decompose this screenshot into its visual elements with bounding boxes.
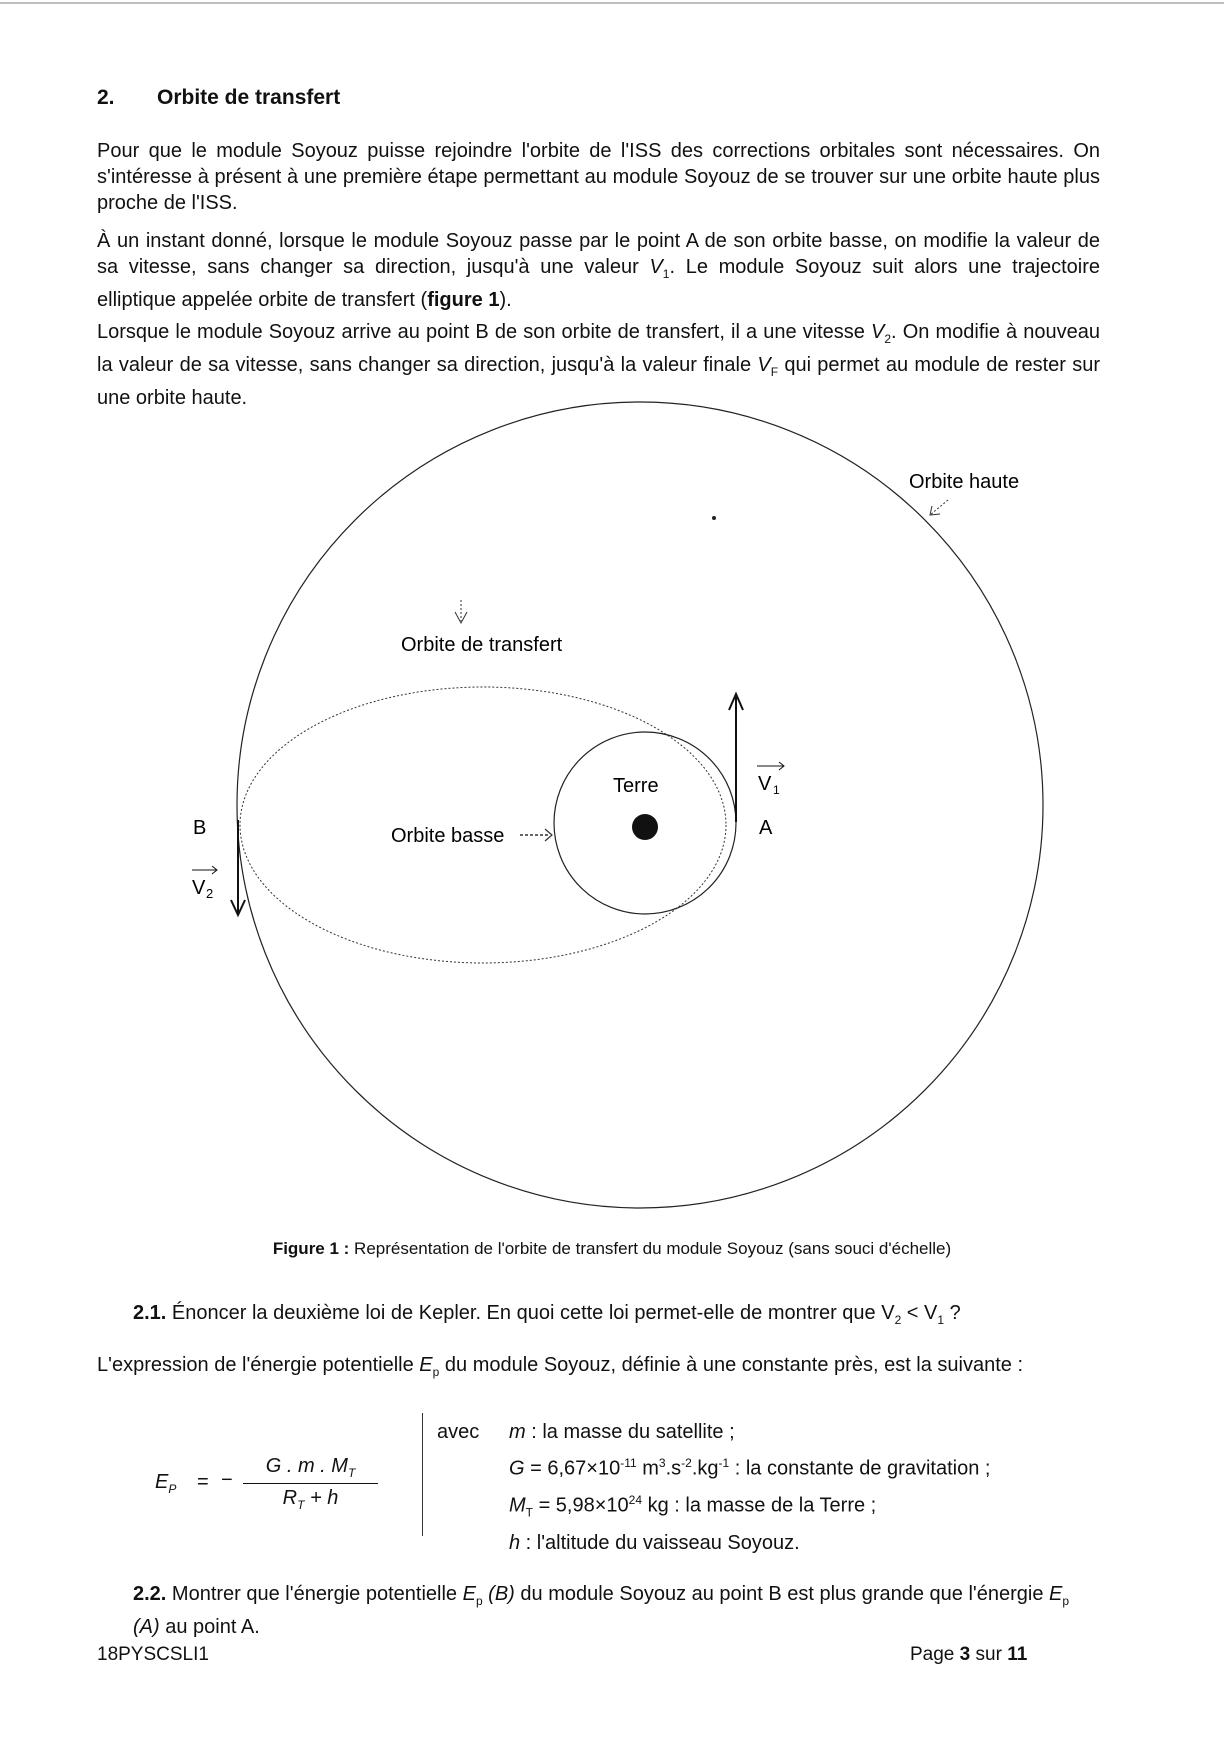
label-high-orbit: Orbite haute: [909, 471, 1020, 493]
formula-equals: =: [197, 1471, 209, 1493]
label-low-orbit: Orbite basse: [391, 825, 505, 847]
label-earth: Terre: [613, 775, 659, 797]
section-number: 2.: [97, 86, 115, 109]
caption-text: Représentation de l'orbite de transfert du module Soyouz (sans souci d'échelle): [349, 1239, 952, 1258]
label-point-b: B: [193, 817, 207, 839]
figure-caption: [0, 1239, 1224, 1259]
orbit-diagram: [0, 400, 1224, 1220]
label-v1: [757, 762, 784, 797]
definition-m: avec m : la masse du satellite ;: [437, 1417, 990, 1448]
label-transfer-orbit: Orbite de transfert: [401, 634, 563, 656]
paragraph-energy: L'expression de l'énergie potentielle $E_p$ du module Soyouz, définie à une constante près, est la suivante :: [97, 1354, 1024, 1379]
svg-text:1: 1: [773, 783, 780, 797]
high-orbit-pointer: [930, 500, 948, 515]
svg-text:2: 2: [206, 886, 214, 901]
definition-mt: $M_T = 5,98\times 10^{24}$ kg : la masse de la Terre ;: [509, 1492, 877, 1520]
potential-energy-formula: [155, 1455, 385, 1515]
top-border: [0, 2, 1224, 4]
vf-symbol: V: [757, 354, 771, 376]
formula-divider: [422, 1413, 423, 1536]
question-2-1: 2.1. Énoncer la deuxième loi de Kepler. En quoi cette loi permet-elle de montrer que $V_2 < V_1$ ?: [133, 1302, 961, 1327]
svg-text:V: V: [758, 773, 772, 795]
fraction-bar: [243, 1483, 378, 1484]
avec-label: avec: [437, 1421, 480, 1443]
page-number: Page 3 sur 11: [910, 1644, 1028, 1665]
definition-g: $G = 6,67\times 10^{-11}$ $m^3.s^{-2}.kg^{-1}$ : la constante de gravitation ;: [509, 1456, 991, 1480]
paragraph-intro: Pour que le module Soyouz puisse rejoindre l'orbite de l'ISS des corrections orbitales sont nécessaires. On s'intéresse à présent à une première étape permettant au module Soyouz de se trouver sur une orbite haute plus proche de l'ISS.: [97, 140, 1100, 214]
formula-minus: −: [221, 1469, 233, 1491]
paragraph-point-a: À un instant donné, lorsque le module Soyouz passe par le point A de son orbite basse, on modifie la valeur de sa vitesse, sans changer sa direction, jusqu'à une valeur $V_1$. Le module Soyouz suit alors une trajectoire elliptique appelée orbite de transfert (figure 1).: [97, 230, 1100, 311]
figure-reference: figure 1: [427, 289, 500, 311]
v2-symbol: V: [871, 321, 885, 343]
svg-text:V: V: [192, 877, 206, 899]
label-point-a: A: [759, 817, 773, 839]
question-number: 2.2.: [133, 1583, 167, 1605]
question-2-2: 2.2. Montrer que l'énergie potentielle $E_p$ (B) du module Soyouz au point B est plus grande que l'énergie $E_p$ (A) au point A.: [133, 1583, 1070, 1638]
formula-definitions: [437, 1417, 990, 1559]
label-v2: [192, 866, 217, 901]
footer-code: 18PYSCSLI1: [97, 1644, 209, 1665]
formula-numerator: G . m . $M_T$: [265, 1455, 356, 1480]
iss-dot: [712, 516, 716, 520]
formula-lhs: $E_P$: [155, 1471, 177, 1496]
formula-denominator: $R_T + h$: [282, 1487, 339, 1512]
section-title: Orbite de transfert: [157, 86, 341, 109]
high-orbit-circle: [237, 402, 1043, 1208]
definition-h: h : l'altitude du vaisseau Soyouz.: [509, 1532, 800, 1555]
v1-symbol: V: [649, 256, 663, 278]
earth-dot: [632, 814, 658, 840]
caption-label: Figure 1 :: [272, 1239, 350, 1258]
section-heading: [97, 86, 340, 110]
paragraph-point-b: Lorsque le module Soyouz arrive au point B de son orbite de transfert, il a une vitesse $V_2$. On modifie à nouveau la valeur de sa vitesse, sans changer sa direction, jusqu'à la valeur finale $V_F$ qui permet au module de rester sur une orbite haute.: [97, 321, 1100, 409]
question-number: 2.1.: [133, 1302, 167, 1324]
